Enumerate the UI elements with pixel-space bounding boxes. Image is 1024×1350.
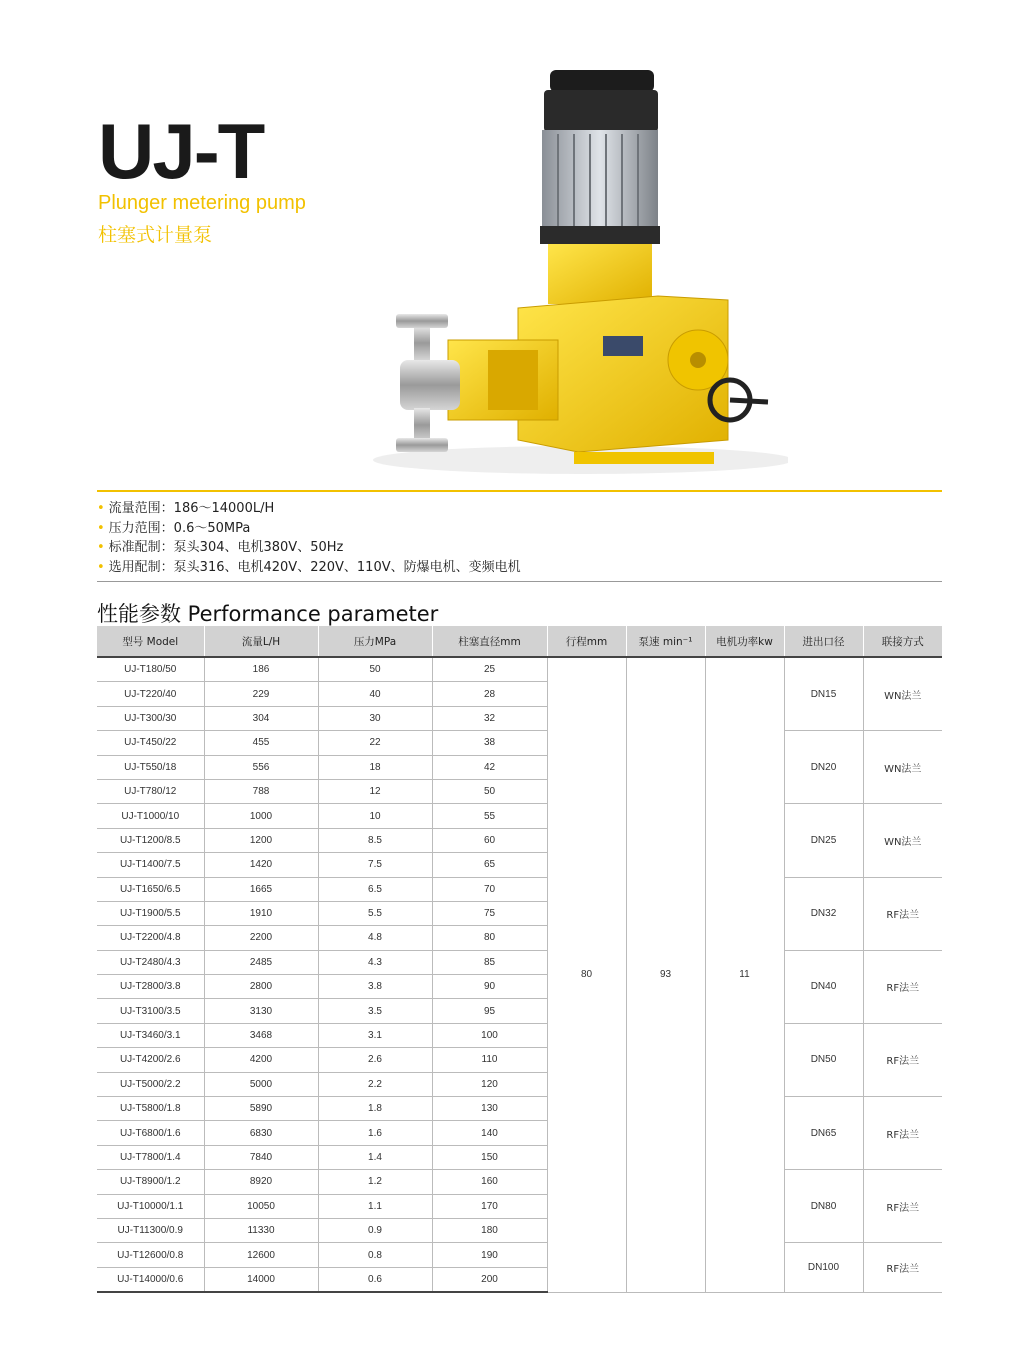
cell-flow: 455	[204, 731, 318, 755]
cell-flow: 7840	[204, 1145, 318, 1169]
cell-flow: 1665	[204, 877, 318, 901]
cell-plunger: 42	[432, 755, 547, 779]
cell-pressure: 2.2	[318, 1072, 432, 1096]
cell-pressure: 1.4	[318, 1145, 432, 1169]
cell-flow: 2800	[204, 975, 318, 999]
cell-plunger: 95	[432, 999, 547, 1023]
cell-model: UJ-T8900/1.2	[97, 1170, 204, 1194]
cell-connection: RF法兰	[863, 1097, 942, 1170]
cell-plunger: 130	[432, 1097, 547, 1121]
cell-flow: 11330	[204, 1218, 318, 1242]
cell-flow: 3468	[204, 1023, 318, 1047]
cell-connection: RF法兰	[863, 950, 942, 1023]
cell-model: UJ-T14000/0.6	[97, 1267, 204, 1292]
cell-plunger: 100	[432, 1023, 547, 1047]
cell-flow: 14000	[204, 1267, 318, 1292]
cell-model: UJ-T220/40	[97, 682, 204, 706]
cell-pressure: 0.8	[318, 1243, 432, 1267]
cell-model: UJ-T2200/4.8	[97, 926, 204, 950]
cell-pressure: 1.2	[318, 1170, 432, 1194]
cell-port: DN65	[784, 1097, 863, 1170]
table-body	[97, 657, 942, 1292]
cell-plunger: 140	[432, 1121, 547, 1145]
cell-flow: 229	[204, 682, 318, 706]
cell-plunger: 190	[432, 1243, 547, 1267]
cell-model: UJ-T450/22	[97, 731, 204, 755]
header-connection: 联接方式	[863, 626, 942, 657]
cell-pressure: 8.5	[318, 828, 432, 852]
cell-model: UJ-T5800/1.8	[97, 1097, 204, 1121]
cell-model: UJ-T3460/3.1	[97, 1023, 204, 1047]
cell-pressure: 30	[318, 706, 432, 730]
cell-plunger: 38	[432, 731, 547, 755]
cell-model: UJ-T12600/0.8	[97, 1243, 204, 1267]
cell-plunger: 180	[432, 1218, 547, 1242]
cell-speed: 93	[626, 657, 705, 1292]
cell-flow: 2485	[204, 950, 318, 974]
cell-flow: 304	[204, 706, 318, 730]
cell-flow: 8920	[204, 1170, 318, 1194]
cell-port: DN80	[784, 1170, 863, 1243]
cell-pressure: 50	[318, 657, 432, 682]
header-flow: 流量L/H	[204, 626, 318, 657]
cell-port: DN50	[784, 1023, 863, 1096]
cell-plunger: 25	[432, 657, 547, 682]
cell-flow: 10050	[204, 1194, 318, 1218]
cell-plunger: 120	[432, 1072, 547, 1096]
cell-flow: 556	[204, 755, 318, 779]
cell-model: UJ-T6800/1.6	[97, 1121, 204, 1145]
table-row	[97, 1023, 942, 1047]
table-row	[97, 877, 942, 901]
cell-model: UJ-T4200/2.6	[97, 1048, 204, 1072]
cell-plunger: 65	[432, 853, 547, 877]
cell-pressure: 5.5	[318, 901, 432, 925]
cell-port: DN25	[784, 804, 863, 877]
cell-pressure: 3.5	[318, 999, 432, 1023]
cell-flow: 4200	[204, 1048, 318, 1072]
cell-plunger: 70	[432, 877, 547, 901]
cell-port: DN20	[784, 731, 863, 804]
cell-pressure: 6.5	[318, 877, 432, 901]
cell-pressure: 0.9	[318, 1218, 432, 1242]
cell-model: UJ-T2480/4.3	[97, 950, 204, 974]
cell-plunger: 170	[432, 1194, 547, 1218]
table-row	[97, 804, 942, 828]
cell-connection: WN法兰	[863, 657, 942, 731]
cell-flow: 1420	[204, 853, 318, 877]
cell-pressure: 12	[318, 779, 432, 803]
cell-model: UJ-T2800/3.8	[97, 975, 204, 999]
cell-model: UJ-T1000/10	[97, 804, 204, 828]
spec-item: • 流量范围：186～14000L/H	[97, 501, 275, 516]
cell-model: UJ-T1650/6.5	[97, 877, 204, 901]
cell-connection: RF法兰	[863, 1243, 942, 1292]
cell-flow: 1000	[204, 804, 318, 828]
table-header-row	[97, 626, 942, 657]
header-plunger: 柱塞直径mm	[432, 626, 547, 657]
cell-model: UJ-T11300/0.9	[97, 1218, 204, 1242]
cell-port: DN40	[784, 950, 863, 1023]
table-row	[97, 1170, 942, 1194]
cell-pressure: 40	[318, 682, 432, 706]
cell-connection: WN法兰	[863, 731, 942, 804]
cell-connection: RF法兰	[863, 877, 942, 950]
cell-model: UJ-T550/18	[97, 755, 204, 779]
cell-connection: RF法兰	[863, 1170, 942, 1243]
cell-plunger: 32	[432, 706, 547, 730]
spec-item: • 选用配制：泵头316、电机420V、220V、110V、防爆电机、变频电机	[97, 559, 521, 575]
cell-pressure: 4.8	[318, 926, 432, 950]
cell-model: UJ-T180/50	[97, 657, 204, 682]
cell-plunger: 160	[432, 1170, 547, 1194]
cell-model: UJ-T300/30	[97, 706, 204, 730]
cell-pressure: 10	[318, 804, 432, 828]
cell-pressure: 2.6	[318, 1048, 432, 1072]
cell-flow: 1910	[204, 901, 318, 925]
performance-table	[97, 626, 942, 1293]
subtitle-english: Plunger metering pump	[98, 192, 306, 214]
cell-plunger: 50	[432, 779, 547, 803]
cell-model: UJ-T1200/8.5	[97, 828, 204, 852]
header-port: 进出口径	[784, 626, 863, 657]
cell-pressure: 1.1	[318, 1194, 432, 1218]
header-pressure: 压力MPa	[318, 626, 432, 657]
cell-model: UJ-T1400/7.5	[97, 853, 204, 877]
cell-plunger: 55	[432, 804, 547, 828]
cell-plunger: 200	[432, 1267, 547, 1292]
cell-flow: 186	[204, 657, 318, 682]
spec-item: • 压力范围：0.6～50MPa	[97, 520, 251, 536]
cell-plunger: 85	[432, 950, 547, 974]
table-row	[97, 1243, 942, 1267]
cell-pressure: 3.8	[318, 975, 432, 999]
cell-flow: 3130	[204, 999, 318, 1023]
cell-pressure: 4.3	[318, 950, 432, 974]
cell-plunger: 75	[432, 901, 547, 925]
cell-flow: 12600	[204, 1243, 318, 1267]
divider-yellow	[97, 490, 942, 492]
cell-flow: 5000	[204, 1072, 318, 1096]
cell-pressure: 1.8	[318, 1097, 432, 1121]
table-row	[97, 657, 942, 682]
divider-gray	[97, 581, 942, 582]
cell-connection: RF法兰	[863, 1023, 942, 1096]
subtitle-chinese: 柱塞式计量泵	[98, 224, 213, 246]
cell-port: DN100	[784, 1243, 863, 1292]
cell-model: UJ-T3100/3.5	[97, 999, 204, 1023]
cell-plunger: 28	[432, 682, 547, 706]
table-row	[97, 950, 942, 974]
cell-model: UJ-T10000/1.1	[97, 1194, 204, 1218]
cell-port: DN32	[784, 877, 863, 950]
cell-power: 11	[705, 657, 784, 1292]
cell-pressure: 3.1	[318, 1023, 432, 1047]
table-row	[97, 1097, 942, 1121]
cell-plunger: 60	[432, 828, 547, 852]
header-speed: 泵速 min⁻¹	[626, 626, 705, 657]
cell-pressure: 0.6	[318, 1267, 432, 1292]
cell-flow: 2200	[204, 926, 318, 950]
cell-flow: 788	[204, 779, 318, 803]
cell-model: UJ-T780/12	[97, 779, 204, 803]
cell-pressure: 7.5	[318, 853, 432, 877]
header-model: 型号 Model	[97, 626, 204, 657]
table-row	[97, 731, 942, 755]
header-power: 电机功率kw	[705, 626, 784, 657]
model-title: UJ-T	[98, 107, 264, 195]
cell-model: UJ-T7800/1.4	[97, 1145, 204, 1169]
cell-pressure: 18	[318, 755, 432, 779]
pump-image	[318, 60, 788, 480]
cell-port: DN15	[784, 657, 863, 731]
cell-model: UJ-T1900/5.5	[97, 901, 204, 925]
cell-pressure: 1.6	[318, 1121, 432, 1145]
cell-pressure: 22	[318, 731, 432, 755]
cell-flow: 6830	[204, 1121, 318, 1145]
header-stroke: 行程mm	[547, 626, 626, 657]
cell-plunger: 150	[432, 1145, 547, 1169]
cell-plunger: 80	[432, 926, 547, 950]
section-title: 性能参数 Performance parameter	[97, 602, 439, 626]
cell-connection: WN法兰	[863, 804, 942, 877]
cell-flow: 1200	[204, 828, 318, 852]
performance-table-wrapper	[97, 626, 942, 1293]
spec-list	[97, 499, 521, 577]
cell-stroke: 80	[547, 657, 626, 1292]
cell-plunger: 90	[432, 975, 547, 999]
spec-item: • 标准配制：泵头304、电机380V、50Hz	[97, 540, 344, 555]
cell-plunger: 110	[432, 1048, 547, 1072]
cell-flow: 5890	[204, 1097, 318, 1121]
cell-model: UJ-T5000/2.2	[97, 1072, 204, 1096]
